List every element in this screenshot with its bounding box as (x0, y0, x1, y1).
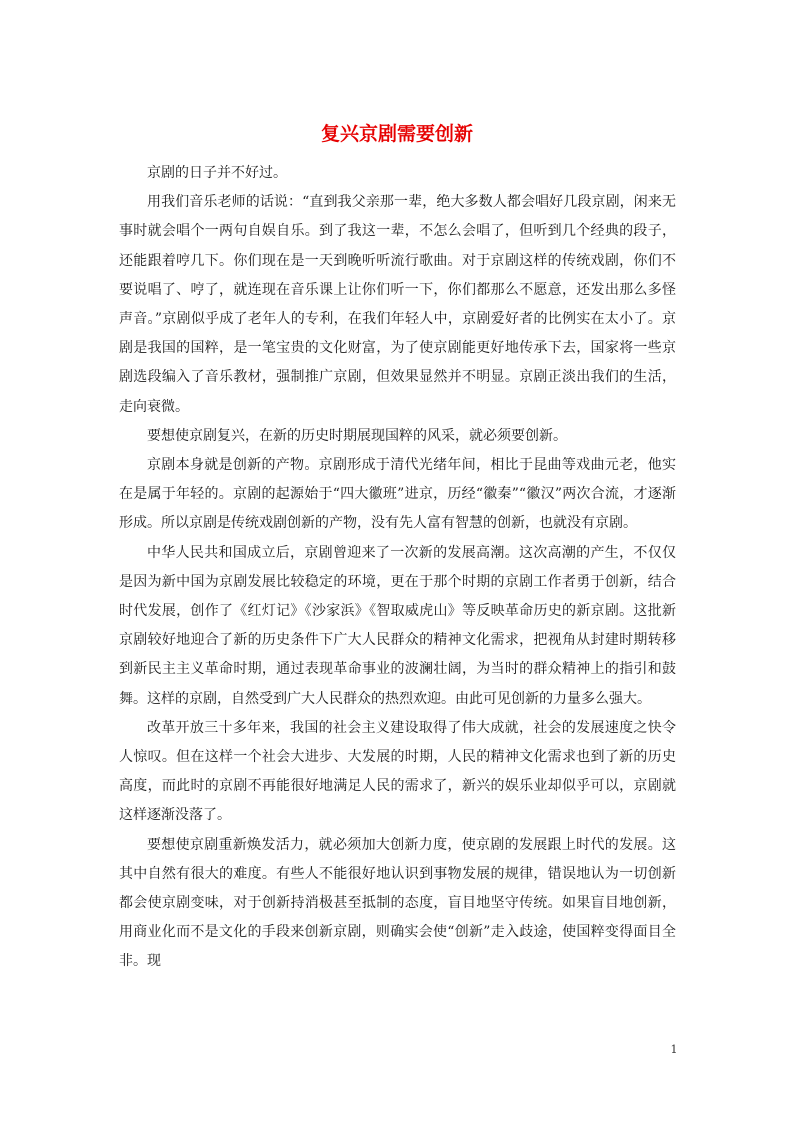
paragraph: 用我们音乐老师的话说：“直到我父亲那一辈，绝大多数人都会唱好几段京剧，闲来无事时就会唱个一两句自娱自乐。到了我这一辈，不怎么会唱了，但听到几个经典的段子，还能跟着哼几下。你们现在是一天到晚听听流行歌曲。对于京剧这样的传统戏剧，你们不要说唱了、哼了，就连现在音乐课上让你们听一下，你们都那么不愿意，还发出那么多怪声音。”京剧似乎成了老年人的专利，在我们年轻人中，京剧爱好者的比例实在太小了。京剧是我国的国粹，是一笔宝贵的文化财富，为了使京剧能更好地传承下去，国家将一些京剧选段编入了音乐教材，强制推广京剧，但效果显然并不明显。京剧正淡出我们的生活，走向衰微。 (119, 194, 676, 415)
paragraph: 京剧的日子并不好过。 (147, 165, 287, 181)
paragraph: 中华人民共和国成立后，京剧曾迎来了一次新的发展高潮。这次高潮的产生，不仅仅是因为新中国为京剧发展比较稳定的环境，更在于那个时期的京剧工作者勇于创新，结合时代发展，创作了《红灯记》《沙家浜》《智取威虎山》等反映革命历史的新京剧。这批新京剧较好地迎合了新的历史条件下广大人民群众的精神文化需求，把视角从封建时期转移到新民主主义革命时期，通过表现革命事业的波澜壮阔，为当时的群众精神上的指引和鼓舞。这样的京剧，自然受到广大人民群众的热烈欢迎。由此可见创新的力量多么强大。 (119, 544, 676, 707)
paragraph: 改革开放三十多年来，我国的社会主义建设取得了伟大成就，社会的发展速度之快令人惊叹。但在这样一个社会大进步、大发展的时期，人民的精神文化需求也到了新的历史高度，而此时的京剧不再能很好地满足人民的需求了，新兴的娱乐业却似乎可以，京剧就这样逐渐没落了。 (119, 719, 676, 824)
document-title: 复兴京剧需要创新 (320, 123, 473, 145)
paragraph: 要想使京剧重新焕发活力，就必须加大创新力度，使京剧的发展跟上时代的发展。这其中自然有很大的难度。有些人不能很好地认识到事物发展的规律，错误地认为一切创新都会使京剧变味，对于创新持消极甚至抵制的态度，盲目地坚守传统。如果盲目地创新，用商业化而不是文化的手段来创新京剧，则确实会使“创新”走入歧途，使国粹变得面目全非。现 (119, 836, 676, 970)
paragraph: 要想使京剧复兴，在新的历史时期展现国粹的风采，就必须要创新。 (147, 427, 567, 444)
document-body (119, 159, 676, 977)
paragraph: 京剧本身就是创新的产物。京剧形成于清代光绪年间，相比于昆曲等戏曲元老，他实在是属于年轻的。京剧的起源始于“四大徽班”进京，历经“徽秦”“徽汉”两次合流，才逐渐形成。所以京剧是传统戏剧创新的产物，没有先人富有智慧的创新，也就没有京剧。 (119, 457, 676, 532)
page-number: 1 (670, 1043, 678, 1056)
